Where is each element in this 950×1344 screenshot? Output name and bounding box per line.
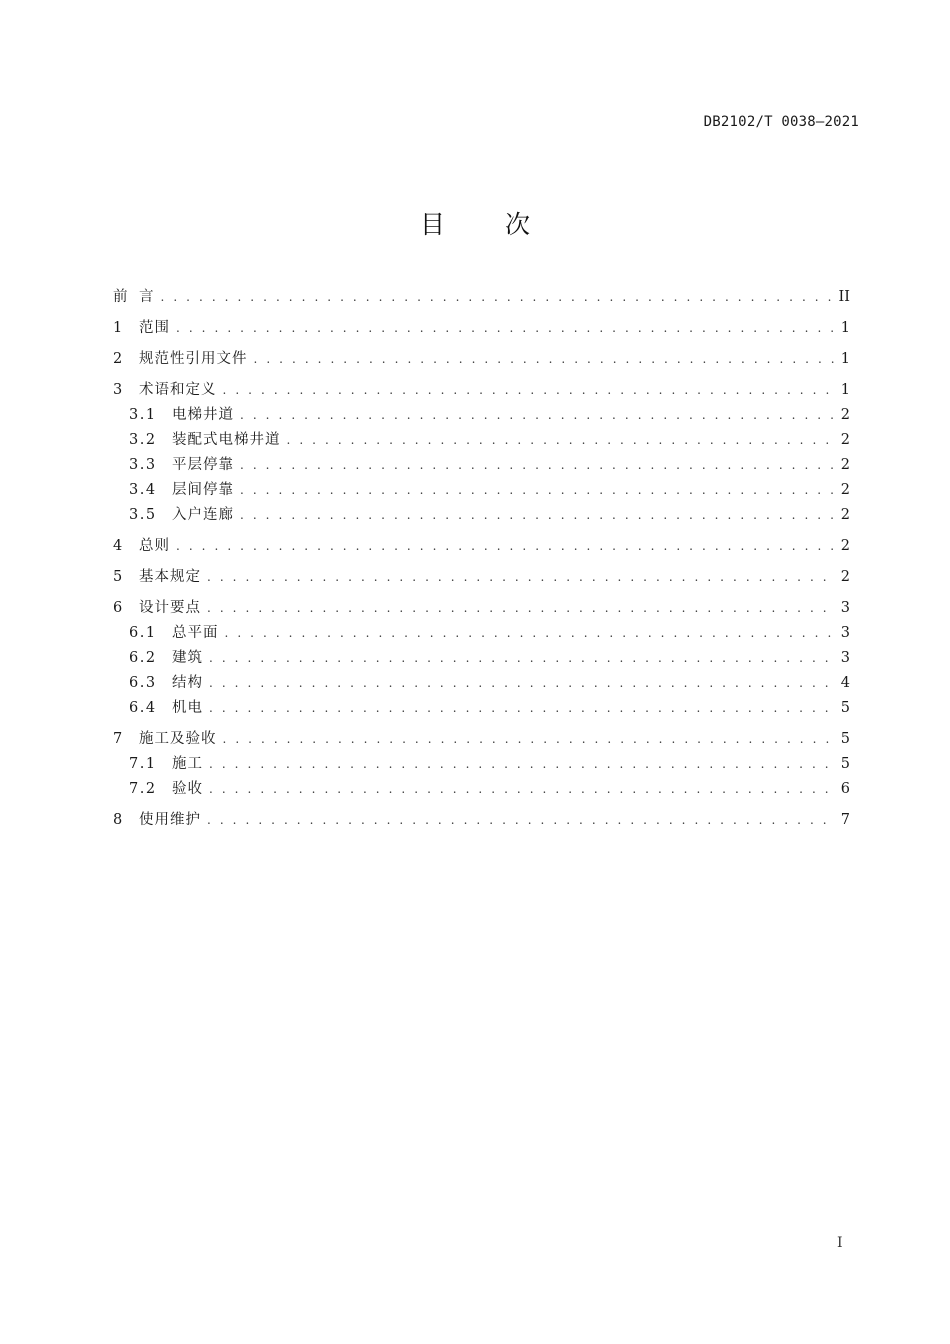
toc-entry-number: 3.3	[129, 457, 157, 473]
toc-entry-number: 3.5	[129, 507, 157, 523]
toc-entry-label: 使用维护	[139, 812, 201, 828]
toc-entry-page: 7	[840, 812, 850, 828]
toc-dot-leader	[176, 321, 834, 335]
toc-entry-number: 1	[113, 320, 123, 336]
toc-entry-label: 总平面	[172, 625, 219, 641]
toc-entry-number: 4	[113, 538, 123, 554]
toc-entry[interactable]	[113, 671, 850, 696]
toc-entry-number: 6.2	[129, 650, 157, 666]
toc-dot-leader	[223, 383, 835, 397]
toc-entry-number: 3.4	[129, 482, 157, 498]
page-number: I	[837, 1235, 843, 1251]
toc-entry-number: 7	[113, 731, 123, 747]
toc-entry-label: 机电	[172, 700, 203, 716]
toc-entry-label: 装配式电梯井道	[172, 432, 281, 448]
toc-dot-leader	[254, 352, 835, 366]
toc-entry-label: 结构	[172, 675, 203, 691]
toc-entry-label: 层间停靠	[172, 482, 234, 498]
toc-entry-page: 4	[840, 675, 850, 691]
toc-entry[interactable]	[113, 453, 850, 478]
toc-entry[interactable]	[113, 316, 850, 341]
toc-entry[interactable]	[113, 565, 850, 590]
toc-dot-leader	[209, 782, 834, 796]
toc-entry-label: 设计要点	[139, 600, 201, 616]
toc-entry-label: 施工及验收	[139, 731, 217, 747]
toc-entry-page: 3	[840, 625, 850, 641]
toc-entry-number: 7.2	[129, 781, 157, 797]
toc-entry-number: 2	[113, 351, 123, 367]
toc-entry-number: 5	[113, 569, 123, 585]
toc-dot-leader	[209, 701, 834, 715]
toc-entry-page: 5	[840, 700, 850, 716]
toc-dot-leader	[209, 651, 834, 665]
toc-entry-label: 电梯井道	[172, 407, 234, 423]
toc-entry-page: 2	[840, 457, 850, 473]
toc-entry[interactable]	[113, 285, 850, 310]
toc-entry-label: 验收	[172, 781, 203, 797]
toc-entry-page: 2	[840, 507, 850, 523]
toc-entry[interactable]	[113, 621, 850, 646]
toc-entry-page: 3	[840, 600, 850, 616]
toc-entry[interactable]	[113, 503, 850, 528]
toc-dot-leader	[240, 408, 834, 422]
toc-entry-page: 1	[840, 382, 850, 398]
toc-entry-number: 6.4	[129, 700, 157, 716]
table-of-contents	[113, 285, 850, 833]
toc-entry-page: 2	[840, 432, 850, 448]
toc-entry-page: 5	[840, 756, 850, 772]
toc-entry-number: 6.1	[129, 625, 157, 641]
toc-entry-label: 基本规定	[139, 569, 201, 585]
toc-entry[interactable]	[113, 752, 850, 777]
toc-entry-label: 术语和定义	[139, 382, 217, 398]
toc-entry-number: 3	[113, 382, 123, 398]
toc-entry-label: 入户连廊	[172, 507, 234, 523]
toc-dot-leader	[240, 458, 834, 472]
toc-entry-page: 2	[840, 482, 850, 498]
toc-entry-label: 言	[139, 289, 155, 305]
toc-entry[interactable]	[113, 534, 850, 559]
toc-dot-leader	[207, 570, 834, 584]
toc-entry-page: 2	[840, 407, 850, 423]
toc-entry[interactable]	[113, 403, 850, 428]
toc-entry[interactable]	[113, 378, 850, 403]
toc-entry[interactable]	[113, 646, 850, 671]
toc-entry[interactable]	[113, 428, 850, 453]
toc-title: 目 次	[420, 210, 556, 239]
toc-entry-label: 施工	[172, 756, 203, 772]
toc-entry-number: 8	[113, 812, 123, 828]
toc-dot-leader	[240, 483, 834, 497]
toc-dot-leader	[209, 676, 834, 690]
toc-entry-page: 1	[840, 351, 850, 367]
toc-entry-page: 3	[840, 650, 850, 666]
toc-entry-label: 范围	[139, 320, 170, 336]
toc-dot-leader	[176, 539, 834, 553]
toc-dot-leader	[225, 626, 835, 640]
toc-dot-leader	[161, 290, 833, 304]
toc-entry[interactable]	[113, 727, 850, 752]
toc-dot-leader	[207, 601, 834, 615]
toc-dot-leader	[209, 757, 834, 771]
toc-entry-number: 7.1	[129, 756, 157, 772]
toc-entry[interactable]	[113, 696, 850, 721]
toc-entry-page: II	[838, 289, 850, 305]
toc-entry-page: 2	[840, 538, 850, 554]
toc-entry-page: 6	[840, 781, 850, 797]
toc-dot-leader	[287, 433, 835, 447]
toc-entry[interactable]	[113, 777, 850, 802]
toc-entry-label: 总则	[139, 538, 170, 554]
toc-entry-number: 3.2	[129, 432, 157, 448]
toc-entry-label: 规范性引用文件	[139, 351, 248, 367]
toc-entry[interactable]	[113, 808, 850, 833]
toc-entry-page: 1	[840, 320, 850, 336]
toc-entry-number: 6	[113, 600, 123, 616]
toc-entry-number: 前	[113, 289, 128, 305]
toc-entry-label: 建筑	[172, 650, 203, 666]
toc-entry-page: 5	[840, 731, 850, 747]
toc-dot-leader	[223, 732, 835, 746]
toc-entry[interactable]	[113, 347, 850, 372]
toc-entry-page: 2	[840, 569, 850, 585]
toc-entry-number: 6.3	[129, 675, 157, 691]
toc-entry[interactable]	[113, 478, 850, 503]
toc-entry-label: 平层停靠	[172, 457, 234, 473]
toc-dot-leader	[207, 813, 834, 827]
toc-dot-leader	[240, 508, 834, 522]
toc-entry-number: 3.1	[129, 407, 157, 423]
toc-entry[interactable]	[113, 596, 850, 621]
document-code: DB2102/T 0038—2021	[703, 114, 859, 130]
